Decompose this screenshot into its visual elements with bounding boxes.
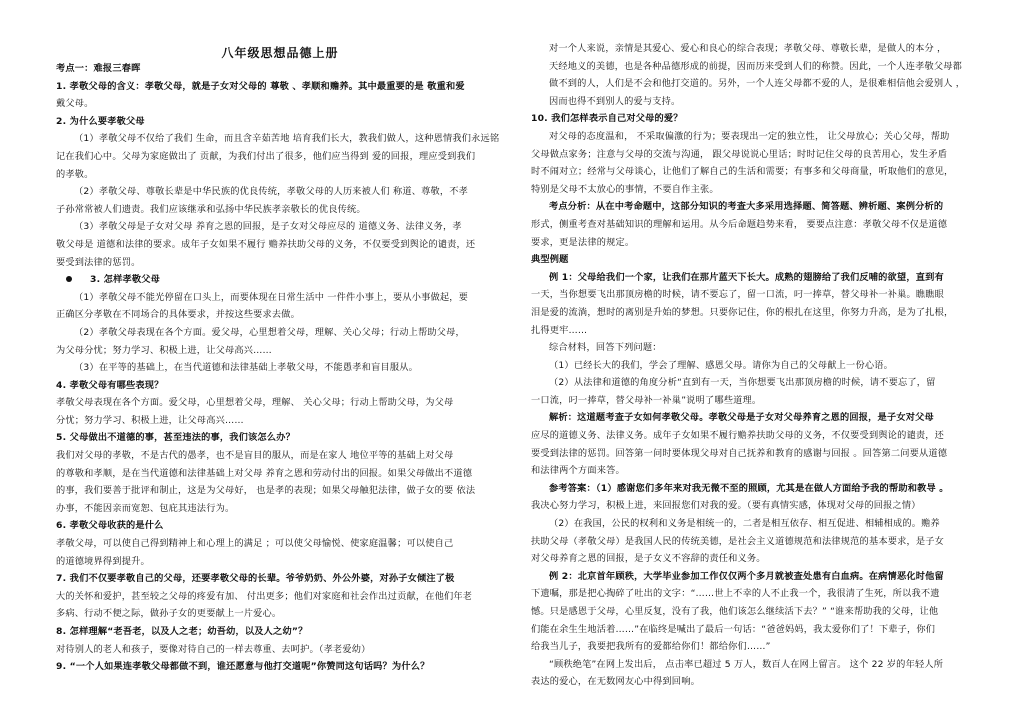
left-line: 分忧；努力学习、积极上进，让父母高兴…… (56, 414, 244, 426)
right-line: “顾秩绝笔”在网上发出后， 点击率已超过 5 万人，数百人在网上留言。 这个 22 岁的年轻人所 (549, 658, 944, 670)
left-line: 对待别人的老人和孩子，要像对待自己的一样去尊重、去呵护。（孝老爱幼） (56, 643, 371, 655)
right-line: 要受到法律的惩罚。回答第一问时要体现父母对自己抚养和教育的感谢与回报 。回答第二问要从道德 (531, 447, 948, 459)
right-line: 一天，当你想要飞出那顶房檐的时候，请不要忘了，留一口流，叼一捧草，替父母补一补巢。瞧瞧眼 (531, 289, 945, 301)
right-line: 特别是父母不太放心的事情，不要自作主张。 (531, 183, 719, 195)
left-line: 7. 我们不仅要孝敬自己的父母，还要孝敬父母的长辈。爷爷奶奶、外公外婆，对孙子女倾注了极 (56, 573, 455, 585)
right-line: 形式，侧重考查对基础知识的理解和运用。从今后命题趋势来看， 要要点注意：孝敬父母不仅是道德 (531, 218, 948, 230)
left-line: 2. 为什么要孝敬父母 (56, 115, 145, 127)
left-line: 8. 怎样理解“老吾老，以及人之老；幼吾幼，以及人之幼”？ (56, 626, 308, 637)
right-line: 解析：这道题考查子女如何孝敬父母。孝敬父母是子女对父母养育之恩的回报，是子女对父母 (549, 412, 934, 424)
left-line: 孝敬父母表现在各个方面。爱父母，心里想着父母，理解、 关心父母；行动上帮助父母，为父母 (56, 397, 454, 409)
right-line: 综合材料，回答下列问题： (549, 342, 662, 354)
right-line: 典型例题 (531, 254, 569, 266)
right-line: 们能在余生生地活着……”在临终是喊出了最后一句话：“爸爸妈妈，我太爱你们了！下辈子，你们 (531, 623, 936, 635)
right-line: 下遗嘱，那是把心掏碎了吐出的文字：“……世上不幸的人不止我一个，我很清了生死，所以我不遗 (531, 588, 940, 600)
left-line: 的事，我们要善于批评和制止，这是为父母好， 也是孝的表现；如果父母触犯法律，做子女的要 依法 (56, 485, 476, 497)
right-line: 参考答案：（1）感谢您们多年来对我无微不至的照顾，尤其是在做人方面给予我的帮助和教导 。 (549, 482, 949, 494)
right-line: 考点分析：从在中考命题中，这部分知识的考查大多采用选择题、简答题、辨析题、案例分析的 (549, 201, 944, 213)
right-line: （2）从法律和道德的角度分析“直到有一天，当你想要飞出那顶房檐的时候，请不要忘了，留 (549, 377, 936, 389)
left-line: 孝敬父母，可以使自己得到精神上和心理上的满足 ；可以使父母愉悦、使家庭温馨；可以使自己 (56, 538, 454, 550)
left-line: （2）孝敬父母、尊敬长辈是中华民族的优良传统，孝敬父母的人历来被人们 称道、尊敬，不孝 (74, 186, 469, 198)
left-line: 多病、行动不便之际，做孙子女的更要献上一片爱心。 (56, 608, 282, 620)
right-line: 给我当儿子，我要把我所有的爱都给你们！都给你们……” (531, 641, 771, 653)
left-line: （3）孝敬父母是子女对父母 养育之恩的回报，是子女对父母应尽的 道德义务、法律义务，孝 (74, 221, 462, 233)
left-line: 4. 孝敬父母有哪些表现？ (56, 379, 164, 391)
left-line (56, 271, 504, 289)
left-line: （1）孝敬父母不仅给了我们 生命，而且含辛茹苦地 培育我们长大，教我们做人，这种恩情我们永远铭 (74, 133, 500, 145)
left-line: 敬父母是 道德和法律的要求。成年子女如果不履行 赡养扶助父母的义务，不仅要受到舆论的谴责，还 (56, 238, 476, 250)
right-line: 父母做点家务；注意与父母的交流与沟通， 跟父母说说心里话；时时记住父母的良苦用心，发生矛盾 (531, 148, 948, 160)
right-line: 10. 我们怎样表示自己对父母的爱？ (531, 113, 683, 125)
document-title: 八年级思想品德上册 (221, 46, 339, 60)
right-line: 对父母的态度温和， 不采取偏激的行为；要表现出一定的独立性， 让父母放心；关心父母，帮助 (549, 130, 950, 142)
right-line: 憾。只是感恩于父母，心里反复，没有了我，他们该怎么继续活下去？” “谁来帮助我的父母，让他 (531, 606, 939, 617)
right-line: 因而也得不到别人的爱与支持。 (549, 95, 681, 107)
right-line: 一口流，叼一捧草，替父母补一补巢”说明了哪些道理。 (531, 394, 762, 406)
left-line: （2）孝敬父母表现在各个方面。爱父母，心里想着父母，理解、关心父母；行动上帮助父母， (74, 326, 465, 338)
left-line: 9. “一个人如果连孝敬父母都做不到，谁还愿意与他打交道呢”你赞同这句话吗？为什么？ (56, 661, 430, 673)
right-line: 我决心努力学习，积极上进，来回报您们对我的爱。（要有真情实感，体现对父母的回报之情） (531, 500, 921, 512)
left-line: 的道德境界得到提升。 (56, 555, 150, 567)
left-line: 我们对父母的孝敬，不是古代的愚孝，也不是盲目的服从，而是在家人 地位平等的基础上对父母 (56, 450, 454, 462)
left-line: 为父母分忧；努力学习、积极上进，让父母高兴…… (56, 344, 272, 356)
right-line: 时不闹对立；经常与父母谈心，让他们了解自己的生活和需要；有事多和父母商量，听取他们的意见， (531, 166, 954, 178)
bullet-icon (66, 276, 72, 282)
left-line: （1）孝敬父母不能光停留在口头上，而要体现在日常生活中 一件件小事上，要从小事做起，要 (74, 291, 469, 303)
left-line: 的尊敬和孝顺，是在当代道德和法律基础上对父母 养育之恩和劳动付出的回报。如果父母做出不道德 (56, 467, 473, 479)
right-line: 要求，更是法律的规定。 (531, 236, 635, 248)
right-line: （2）在我国，公民的权利和义务是相统一的，二者是相互依存、相互促进、相辅相成的。赡养 (549, 518, 940, 530)
right-line: 做不到的人，人们是不会和他打交道的。另外，一个人连父母都不爱的人，是很难相信他会爱别人 ， (549, 78, 966, 90)
right-line: 和法律两个方面来答。 (531, 465, 625, 477)
right-line: 应尽的道德义务、法律义务。成年子女如果不履行赡养扶助父母的义务，不仅要受到舆论的谴责，还 (531, 430, 945, 442)
left-line: 1. 孝敬父母的含义：孝敬父母，就是子女对父母的 尊敬 、孝顺和赡养。其中最重要的是 敬重和爱 (56, 80, 465, 92)
bullet-text: 3. 怎样孝敬父母 (90, 274, 161, 286)
right-column (531, 40, 983, 691)
left-line: 戴父母。 (56, 98, 94, 110)
left-line: （3）在平等的基础上，在当代道德和法律基础上孝敬父母，不能愚孝和盲目服从。 (74, 362, 418, 374)
right-line: 例 1：父母给我们一个家，让我们在那片蓝天下长大。成熟的翅膀给了我们反哺的欲望，直到有 (549, 271, 944, 283)
left-line: 要受到法律的惩罚。 (56, 256, 141, 268)
left-column (56, 40, 504, 676)
left-line: 考点一：难报三春晖 (56, 63, 141, 74)
right-line: 对一个人来说，亲情是其爱心、爱心和良心的综合表现；孝敬父母、尊敬长辈，是做人的本分 ， (549, 43, 947, 54)
right-line: 扶助父母（孝敬父母）是我国人民的传统美德，是社会主义道德规范和法律规范的基本要求，是子女 (531, 535, 945, 547)
left-line: 5. 父母做出不道德的事，甚至违法的事，我们该怎么办？ (56, 432, 295, 444)
right-line: 表达的爱心，在无数网友心中得到回响。 (531, 676, 700, 688)
right-line: 天经地义的美德，也是各种品德形成的前提，因而历来受到人们的称赞。因此，一个人连孝敬父母都 (549, 60, 963, 72)
left-line: 子孙常常被人们遗责。我们应该继承和弘扬中华民族孝亲敬长的优良传统。 (56, 203, 366, 215)
right-line: 例 2：北京首年顾秩，大学毕业参加工作仅仅两个多月就被查处患有白血病。在病情恶化时他留 (549, 570, 944, 582)
left-line: 的孝敬。 (56, 168, 94, 180)
left-line: 正确区分孝敬在不同场合的具体要求，并按这些要求去做。 (56, 309, 301, 321)
right-line: 扎得更牢…… (531, 324, 588, 336)
left-line: 办事，不能因亲而宽恕、包庇其违法行为。 (56, 502, 235, 514)
left-line: 大的关怀和爱护，甚至较之父母的疼爱有加、 付出更多；他们对家庭和社会作出过贡献，在他们年老 (56, 590, 473, 602)
right-line: 对父母养育之恩的回报，是子女义不容辞的责任和义务。 (531, 553, 766, 565)
left-line: 记在我们心中。父母为家庭做出了 贡献，为我们付出了很多，他们应当得到 爱的回报，理应受到我们 (56, 150, 476, 162)
right-line: 泪是爱的流淌，想时的离别是升始的梦想。只要你记住，你的根扎在这里，你努力升高，是为了扎根， (531, 306, 954, 318)
right-line: （1）已经长大的我们，学会了理解、感恩父母。请你为自己的父母献上一份心语。 (549, 359, 893, 371)
left-line: 6. 孝敬父母收获的是什么 (56, 520, 164, 532)
